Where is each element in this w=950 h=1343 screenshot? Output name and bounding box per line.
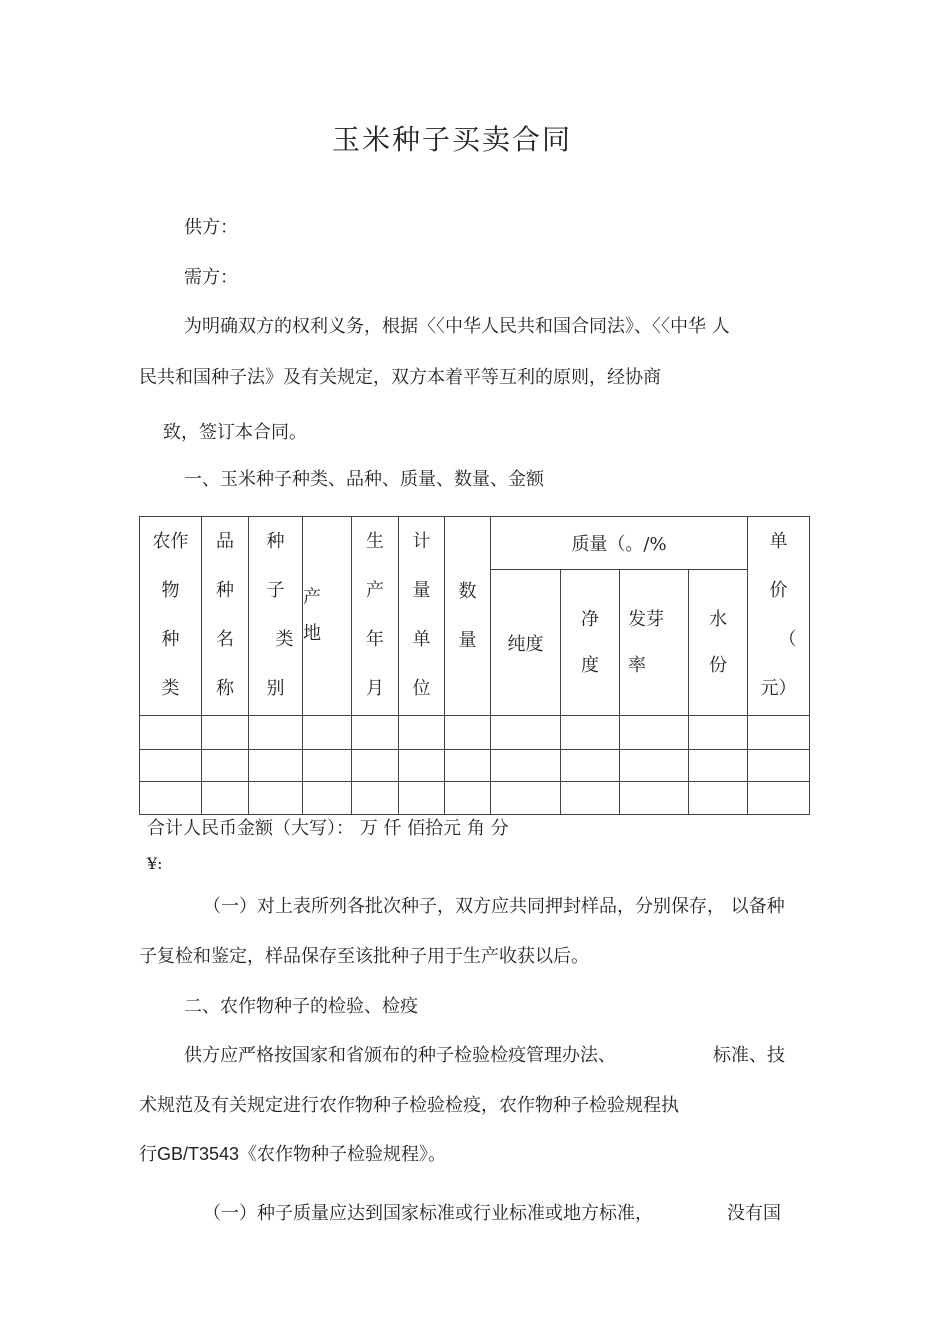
header-origin: 产 地 — [303, 517, 352, 716]
header-variety-name: 品 种 名 称 — [202, 517, 249, 716]
section2-heading: 二、农作物种子的检验、检疫 — [184, 996, 418, 1017]
yen-amount-line: ¥: — [147, 854, 163, 873]
section2-line-3-suffix: 《农作物种子检验规程》。 — [239, 1144, 447, 1165]
header-crop-type: 农作 物 种 类 — [140, 517, 202, 716]
seed-table — [139, 516, 810, 815]
header-germination: 发芽 率 — [620, 570, 689, 716]
clause2-line-1a: （一）种子质量应达到国家标准或行业标准或地方标准， — [203, 1203, 653, 1224]
document-title: 玉米种子买卖合同 — [332, 123, 573, 156]
section2-line-2: 术规范及有关规定进行农作物种子检验检疫，农作物种子检验规程执 — [139, 1095, 679, 1116]
header-quality: 质量（。/% — [491, 517, 748, 570]
clause1-line-2: 子复检和鉴定，样品保存至该批种子用于生产收获以后。 — [139, 946, 589, 967]
intro-line-2: 民共和国种子法》及有关规定，双方本着平等互利的原则，经协商 — [139, 367, 661, 388]
supplier-label: 供方： — [184, 217, 238, 238]
section1-heading: 一、玉米种子种类、品种、质量、数量、金额 — [184, 469, 544, 490]
table-row — [140, 750, 810, 782]
header-production-date: 生 产 年 月 — [352, 517, 399, 716]
standard-code: GB/T3543 — [157, 1144, 240, 1164]
table-row — [140, 782, 810, 815]
section2-line-3-prefix: 行 — [139, 1144, 157, 1165]
section2-line-1a: 供方应严格按国家和省颁布的种子检验检疫管理办法、 — [184, 1045, 616, 1066]
section2-line-1b: 标准、技 — [713, 1045, 785, 1066]
intro-line-1: 为明确双方的权利义务，根据〈〈中华人民共和国合同法》、〈〈中华 人 — [184, 316, 730, 337]
header-purity: 纯度 — [491, 570, 561, 716]
header-unit: 计 量 单 位 — [399, 517, 445, 716]
header-unit-price: 单 价 （ 元） — [748, 517, 810, 716]
clause1-line-1: （一）对上表所列各批次种子，双方应共同押封样品，分别保存， 以备种 — [203, 896, 785, 917]
total-amount-line: 合计人民币金额（大写）： 万 仟 佰拾元 角 分 — [147, 818, 509, 839]
clause2-line-1b: 没有国 — [727, 1203, 781, 1224]
header-quantity: 数 量 — [445, 517, 491, 716]
section2-line-3 — [139, 1145, 446, 1164]
table-row — [140, 716, 810, 750]
header-moisture: 水 份 — [689, 570, 748, 716]
buyer-label: 需方： — [184, 267, 238, 288]
intro-line-3: 致，签订本合同。 — [163, 422, 307, 443]
header-cleanliness: 净 度 — [561, 570, 620, 716]
header-seed-category: 种 子 类 别 — [249, 517, 303, 716]
